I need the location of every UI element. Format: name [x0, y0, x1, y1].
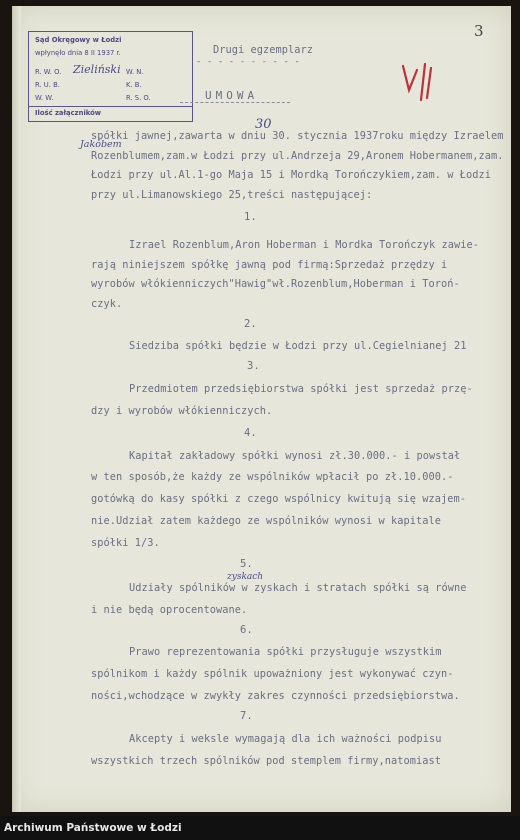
intro-line-2: Rozenblumem,zam.w Łodzi przy ul.Andrzeja 29,Aronem Hobermanem,zam.	[91, 150, 504, 162]
stamp-line-2: wpłynęło dnia 8 II 1937 r.	[35, 49, 121, 57]
margin-handwritten-note: Jakóbem	[80, 139, 122, 150]
section-5-number: 5.	[240, 558, 253, 570]
section-5-line-1: Udziały spólników w zyskach i stratach spółki są równe	[129, 582, 467, 594]
section-2-line-1: Siedziba spółki będzie w Łodzi przy ul.Cegielnianej 21	[129, 340, 467, 352]
title-underline	[180, 102, 290, 103]
stamp-footer: Ilość załączników	[35, 109, 102, 117]
stamp-line-1: Sąd Okręgowy w Łodzi	[35, 36, 122, 44]
section-4-line-4: nie.Udział zatem każdego ze wspólników wynosi w kapitale	[91, 515, 441, 527]
page-number: 3	[474, 22, 484, 40]
handwritten-date-number: 30	[255, 117, 272, 132]
header-dashes: - - - - - - - - - -	[196, 57, 300, 67]
section-6-number: 6.	[240, 624, 253, 636]
stamp-label-rwo: R. W. O.	[35, 68, 62, 76]
section-6-line-1: Prawo reprezentowania spółki przysługuje wszystkim	[129, 646, 442, 658]
stamp-label-kb: K. B.	[126, 81, 142, 89]
court-stamp	[28, 31, 193, 122]
section-5-line-2: i nie będą oprocentowane.	[91, 604, 248, 616]
handwritten-insertion: zyskach	[227, 572, 264, 582]
document-title: UMOWA	[205, 89, 259, 102]
section-4-line-1: Kapitał zakładowy spółki wynosi zł.30.000.- i powstał	[129, 450, 461, 462]
section-3-line-2: dzy i wyrobów włókienniczych.	[91, 405, 273, 417]
header-note: Drugi egzemplarz	[213, 44, 313, 56]
archive-footer: Archiwum Państwowe w Łodzi	[0, 816, 520, 840]
section-4-line-2: w ten sposób,że każdy ze wspólników wpłacił po zł.10.000.-	[91, 471, 454, 483]
section-1-number: 1.	[244, 211, 257, 223]
section-1-line-3: wyrobów włókienniczych"Hawig"wł.Rozenblum,Hoberman i Toroń-	[91, 278, 460, 290]
section-6-line-2: spólnikom i każdy spólnik upoważniony jest wykonywać czyn-	[91, 668, 454, 680]
section-3-number: 3.	[247, 360, 260, 372]
section-3-line-1: Przedmiotem przedsiębiorstwa spółki jest sprzedaż przę-	[129, 383, 473, 395]
stamp-handwritten-note: Zieliński	[73, 63, 121, 76]
intro-line-1: spółki jawnej,zawarta w dniu 30. stycznia 1937roku między Izraelem	[91, 130, 504, 142]
section-7-number: 7.	[240, 710, 253, 722]
intro-line-4: przy ul.Limanowskiego 25,treści następującej:	[91, 189, 373, 201]
section-7-line-2: wszystkich trzech spólników pod stemplem firmy,natomiast	[91, 755, 441, 767]
red-pencil-mark-icon	[395, 60, 455, 102]
stamp-label-rso: R. S. O.	[126, 94, 151, 102]
section-7-line-1: Akcepty i weksle wymagają dla ich ważności podpisu	[129, 733, 442, 745]
section-1-line-2: rają niniejszem spółkę jawną pod firmą:Sprzedaż przędzy i	[91, 259, 448, 271]
intro-line-3: Łodzi przy ul.Al.1-go Maja 15 i Mordką Torończykiem,zam. w Łodzi	[91, 169, 491, 181]
stamp-divider	[29, 106, 192, 107]
section-1-line-1: Izrael Rozenblum,Aron Hoberman i Mordka Torończyk zawie-	[129, 239, 479, 251]
stamp-label-ww: W. W.	[35, 94, 54, 102]
stamp-label-wn: W. N.	[126, 68, 144, 76]
section-1-line-4: czyk.	[91, 298, 123, 310]
section-4-line-3: gotówką do kasy spółki z czego wspólnicy kwitują się wzajem-	[91, 493, 466, 505]
section-2-number: 2.	[244, 318, 257, 330]
section-4-number: 4.	[244, 427, 257, 439]
stamp-label-rub: R. U. B.	[35, 81, 60, 89]
section-6-line-3: ności,wchodzące w zwykły zakres czynności przedsiębiorstwa.	[91, 690, 460, 702]
section-4-line-5: spółki 1/3.	[91, 537, 160, 549]
